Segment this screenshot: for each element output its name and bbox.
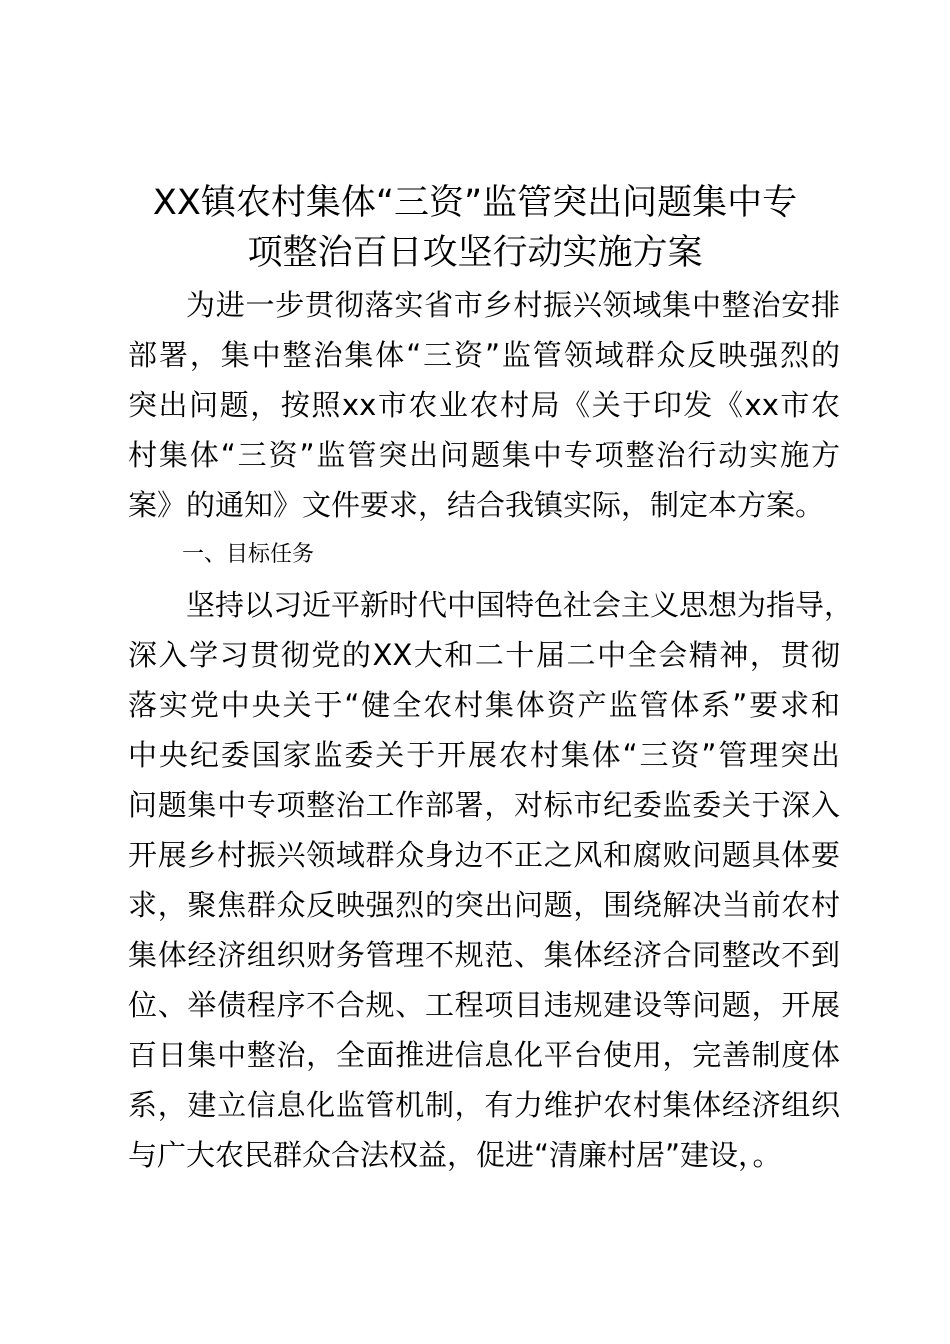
- title-line-2: 项整治百日攻坚行动实施方案: [247, 233, 703, 273]
- section-heading: 一、目标任务: [182, 542, 315, 567]
- section-line: 求，聚焦群众反映强烈的突出问题，围绕解决当前农村: [128, 888, 840, 922]
- section-line: 集体经济组织财务管理不规范、集体经济合同整改不到: [128, 938, 840, 972]
- section-line: 中央纪委国家监委关于开展农村集体“三资”管理突出: [128, 738, 840, 772]
- section-line: 百日集中整治，全面推进信息化平台使用，完善制度体: [128, 1038, 840, 1072]
- section-line: 坚持以习近平新时代中国特色社会主义思想为指导，: [186, 588, 854, 622]
- section-line: 问题集中专项整治工作部署，对标市纪委监委关于深入: [128, 788, 840, 822]
- intro-line: 部署，集中整治集体“三资”监管领域群众反映强烈的: [128, 338, 840, 372]
- document-title: [100, 178, 850, 278]
- intro-line: 村集体“三资”监管突出问题集中专项整治行动实施方: [128, 438, 840, 472]
- section-line: 与广大农民群众合法权益，促进“清廉村居”建设，。: [128, 1138, 782, 1172]
- intro-line: 为进一步贯彻落实省市乡村振兴领域集中整治安排: [186, 288, 840, 322]
- intro-line: 突出问题，按照xx市农业农村局《关于印发《xx市农: [128, 388, 840, 422]
- section-line: 开展乡村振兴领域群众身边不正之风和腐败问题具体要: [128, 838, 840, 872]
- section-line: 深入学习贯彻党的XX大和二十届二中全会精神，贯彻: [128, 638, 840, 672]
- section-line: 系，建立信息化监管机制，有力维护农村集体经济组织: [128, 1088, 840, 1122]
- intro-paragraph: [128, 280, 840, 530]
- section-line: 位、举债程序不合规、工程项目违规建设等问题，开展: [128, 988, 840, 1022]
- section-paragraph: [128, 580, 854, 1180]
- title-line-1: XX镇农村集体“三资”监管突出问题集中专: [152, 183, 798, 223]
- intro-line: 案》的通知》文件要求，结合我镇实际，制定本方案。: [128, 488, 825, 522]
- section-line: 落实党中央关于“健全农村集体资产监管体系”要求和: [128, 688, 840, 722]
- document-body: [128, 280, 854, 1180]
